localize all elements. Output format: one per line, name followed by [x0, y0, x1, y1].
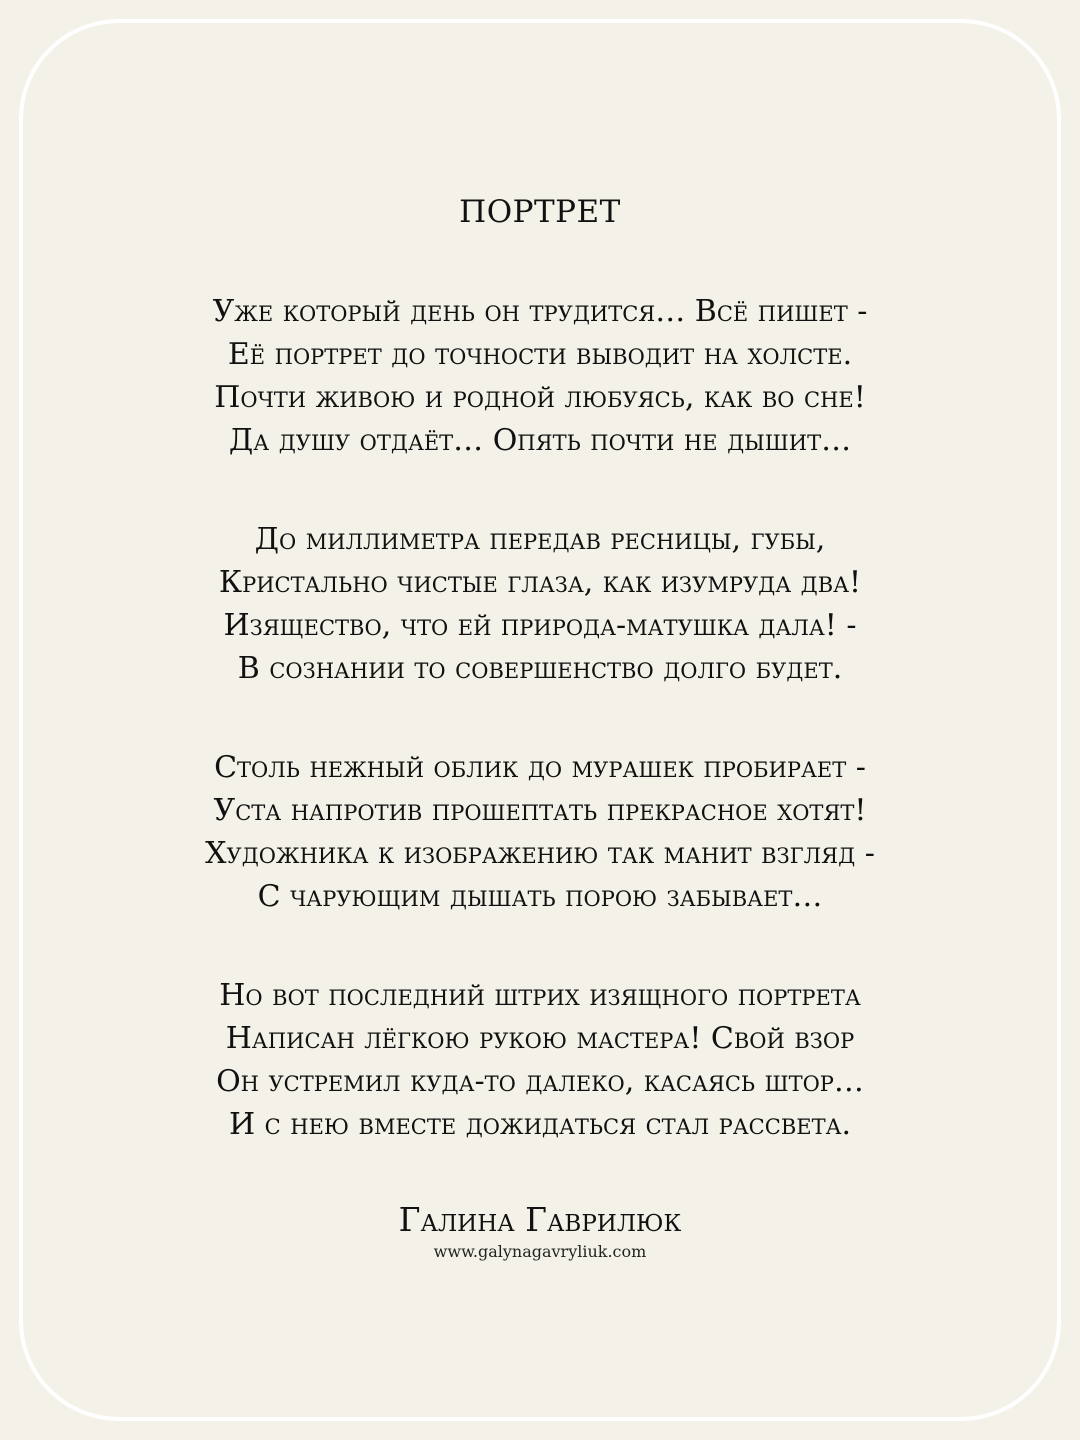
- poem-line: И с нею вместе дожидаться стал рассвета.: [228, 1107, 852, 1142]
- poem-title: ПОРТРЕТ: [459, 194, 621, 230]
- poem-line: До миллиметра передав ресницы, губы,: [254, 522, 826, 557]
- poem-line: Её портрет до точности выводит на холсте.: [227, 337, 853, 372]
- author-name: Галина Гаврилюк: [398, 1200, 682, 1239]
- poem-line: Написан лёгкою рукою мастера! Свой взор: [225, 1021, 855, 1056]
- poem-line: Кристально чистые глаза, как изумруда два!: [218, 565, 862, 600]
- stanza-4: [0, 974, 1080, 1146]
- author-website: www.galynagavryliuk.com: [433, 1242, 647, 1261]
- poem-line: С чарующим дышать порою забывает…: [257, 879, 823, 914]
- poem-line: Изящество, что ей природа-матушка дала! -: [223, 608, 857, 643]
- poem-line: Столь нежный облик до мурашек пробирает -: [214, 750, 866, 785]
- poem-line: Он устремил куда-то далеко, касаясь штор…: [216, 1064, 864, 1099]
- poem-line: Почти живою и родной любуясь, как во сне!: [214, 380, 866, 415]
- stanza-2: [0, 518, 1080, 690]
- stanza-3: [0, 746, 1080, 918]
- stanza-1: [0, 290, 1080, 462]
- poem-line: В сознании то совершенство долго будет.: [237, 651, 843, 686]
- poem-line: Уста напротив прошептать прекрасное хотят!: [213, 793, 867, 828]
- poem-line: Да душу отдаёт… Опять почти не дышит…: [228, 423, 852, 458]
- poem-line: Уже который день он трудится… Всё пишет -: [212, 294, 868, 329]
- poem-line: Но вот последний штрих изящного портрета: [219, 978, 861, 1013]
- poem-line: Художника к изображению так манит взгляд -: [205, 836, 875, 871]
